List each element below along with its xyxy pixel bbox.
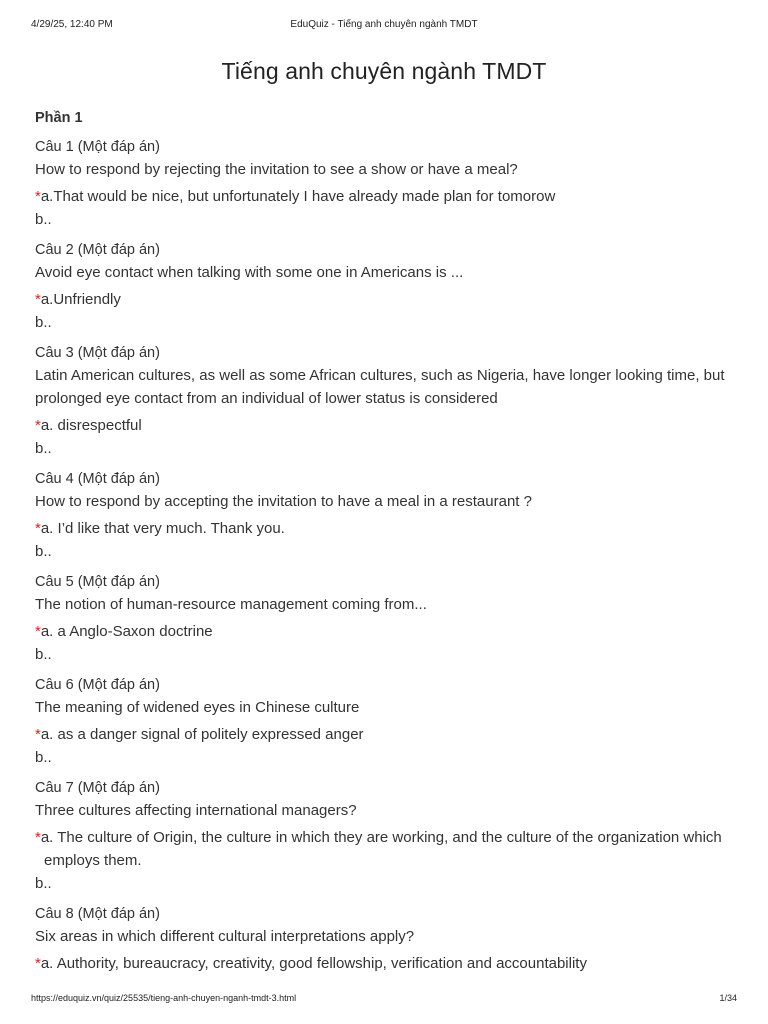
other-answer: b.. [35, 543, 52, 560]
question-heading: Câu 7 (Một đáp án) [35, 780, 160, 796]
answer-text: a.That would be nice, but unfortunately I have already made plan for tomorow [40, 188, 556, 205]
question-text: Avoid eye contact when talking with some one in Americans is ... [35, 264, 464, 281]
correct-marker: * [35, 291, 41, 308]
print-datetime: 4/29/25, 12:40 PM [31, 19, 113, 30]
question-text: How to respond by rejecting the invitation to see a show or have a meal? [35, 161, 518, 178]
question-heading: Câu 1 (Một đáp án) [35, 139, 160, 155]
question-heading: Câu 3 (Một đáp án) [35, 345, 160, 361]
part-heading: Phần 1 [35, 110, 83, 126]
other-answer: b.. [35, 211, 52, 228]
answer-text: a. The culture of Origin, the culture in which they are working, and the culture of the organization which employs them. [40, 829, 722, 869]
question-text: Latin American cultures, as well as some African cultures, such as Nigeria, have longer looking time, but prolonged eye contact from an individual of lower status is considered [35, 367, 725, 407]
question-text: How to respond by accepting the invitation to have a meal in a restaurant ? [35, 493, 532, 510]
correct-answer [35, 620, 738, 643]
answer-text: a. I’d like that very much. Thank you. [40, 520, 285, 537]
page-number: 1/34 [719, 993, 737, 1003]
question-heading: Câu 6 (Một đáp án) [35, 677, 160, 693]
correct-marker: * [35, 955, 41, 972]
question-heading: Câu 5 (Một đáp án) [35, 574, 160, 590]
correct-marker: * [35, 726, 41, 743]
question-text: Three cultures affecting international managers? [35, 802, 357, 819]
correct-marker: * [35, 829, 41, 846]
correct-answer [35, 414, 738, 437]
correct-answer [35, 185, 738, 208]
question-4 [35, 468, 738, 563]
question-7 [35, 777, 738, 895]
correct-answer [35, 517, 738, 540]
question-text: The notion of human-resource management coming from... [35, 596, 427, 613]
quiz-content [35, 108, 738, 975]
answer-text: a. a Anglo-Saxon doctrine [40, 623, 213, 640]
correct-answer [35, 288, 738, 311]
question-5 [35, 571, 738, 666]
question-heading: Câu 4 (Một đáp án) [35, 471, 160, 487]
question-6 [35, 674, 738, 769]
question-heading: Câu 8 (Một đáp án) [35, 906, 160, 922]
correct-marker: * [35, 417, 41, 434]
other-answer: b.. [35, 314, 52, 331]
correct-answer [35, 723, 738, 746]
other-answer: b.. [35, 875, 52, 892]
question-3 [35, 342, 738, 460]
other-answer: b.. [35, 749, 52, 766]
answer-text: a. disrespectful [40, 417, 142, 434]
other-answer: b.. [35, 440, 52, 457]
question-8 [35, 903, 738, 975]
print-url: https://eduquiz.vn/quiz/25535/tieng-anh-chuyen-nganh-tmdt-3.html [31, 993, 297, 1003]
question-text: The meaning of widened eyes in Chinese culture [35, 699, 360, 716]
correct-answer [35, 826, 738, 872]
answer-text: a. as a danger signal of politely expressed anger [40, 726, 364, 743]
page-title: Tiếng anh chuyên ngành TMDT [221, 58, 547, 84]
correct-marker: * [35, 188, 41, 205]
question-text: Six areas in which different cultural interpretations apply? [35, 928, 415, 945]
other-answer: b.. [35, 646, 52, 663]
question-2 [35, 239, 738, 334]
correct-marker: * [35, 623, 41, 640]
correct-answer [35, 952, 738, 975]
answer-text: a. Authority, bureaucracy, creativity, good fellowship, verification and accountability [40, 955, 587, 972]
correct-marker: * [35, 520, 41, 537]
question-heading: Câu 2 (Một đáp án) [35, 242, 160, 258]
answer-text: a.Unfriendly [40, 291, 121, 308]
question-1 [35, 136, 738, 231]
print-page-title: EduQuiz - Tiếng anh chuyên ngành TMDT [290, 19, 478, 30]
